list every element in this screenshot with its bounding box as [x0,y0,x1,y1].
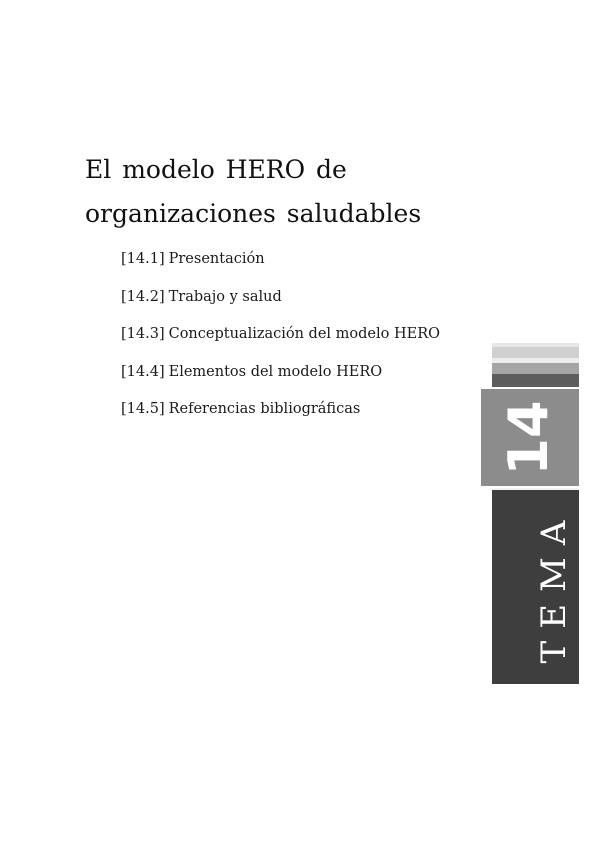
toc-item [121,398,440,436]
chapter-number: 14 [497,400,560,476]
toc-item-number: [14.1] [121,251,165,267]
box-divider [492,488,579,490]
chapter-number-box [481,389,579,486]
toc-item-number: [14.3] [121,326,165,342]
toc-item [121,248,440,286]
tema-label: TEMA [534,508,574,664]
toc-item-number: [14.4] [121,363,165,380]
toc-item-number: [14.2] [121,288,165,305]
tema-label-box [492,488,579,684]
toc-item-text: Elementos del modelo HERO [168,363,383,380]
toc-item-text: Referencias bibliográficas [168,401,361,417]
chapter-title: El modelo HERO de organizaciones saludables [85,155,422,228]
toc-item [121,361,440,399]
toc-item [121,323,440,361]
toc-item-number: [14.5] [121,401,165,417]
decorative-strip [492,374,579,387]
toc-item-text: Conceptualización del modelo HERO [168,326,441,342]
toc-item-text: Trabajo y salud [168,288,282,305]
decorative-strip [492,347,579,358]
table-of-contents [121,248,440,436]
toc-item-text: Presentación [168,251,265,267]
decorative-strip [492,363,579,374]
toc-item [121,286,440,324]
